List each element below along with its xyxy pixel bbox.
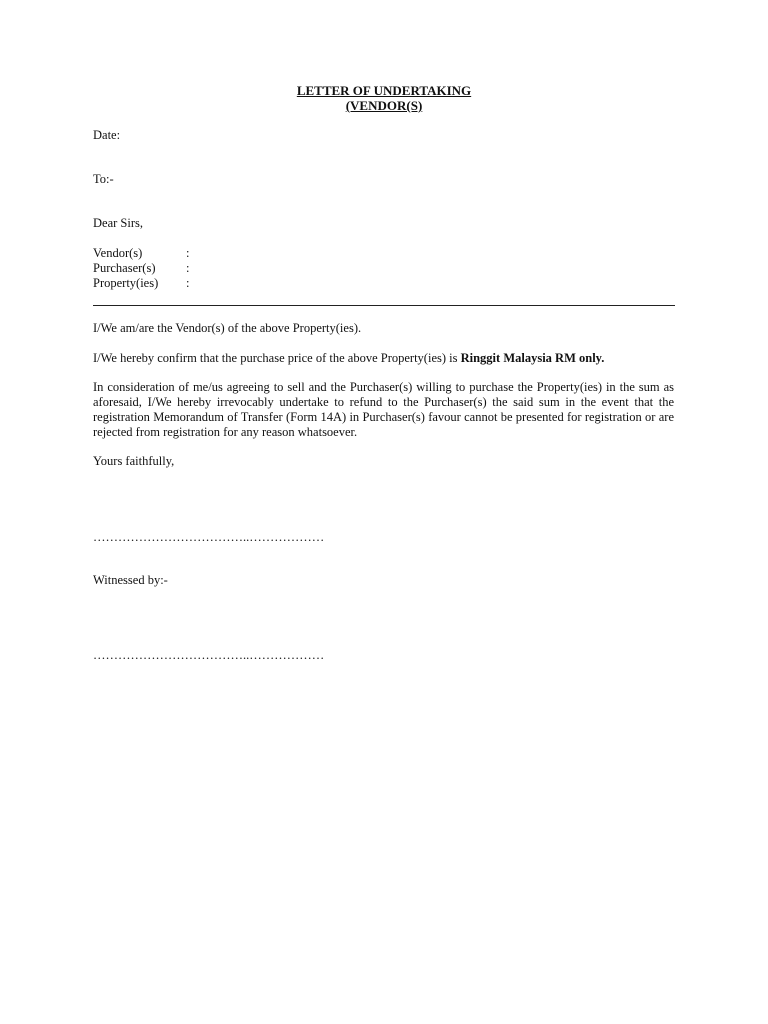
- paragraph-vendor-statement: I/We am/are the Vendor(s) of the above Property(ies).: [93, 321, 362, 335]
- document-subtitle: (VENDOR(S): [345, 98, 423, 113]
- price-text: I/We hereby confirm that the purchase price of the above Property(ies) is: [93, 351, 461, 365]
- price-amount: Ringgit Malaysia RM only.: [460, 351, 605, 365]
- paragraph-price-confirmation: [93, 351, 604, 366]
- field-label-vendor: Vendor(s): [93, 246, 143, 260]
- closing: Yours faithfully,: [93, 454, 175, 468]
- paragraph-undertaking: In consideration of me/us agreeing to sell and the Purchaser(s) willing to purchase the Property(ies) in the sum as aforesaid, I/We hereby irrevocably undertake to refund to the Purchaser(s) the said sum in the event that the registration Memorandum of Transfer (Form 14A) in Purchaser(s) favour cannot be presented for registration or are rejected from registration for any reason whatsoever.: [93, 380, 674, 439]
- field-colon-property: :: [186, 276, 190, 290]
- witness-label: Witnessed by:-: [93, 573, 168, 587]
- field-colon-purchaser: :: [186, 261, 190, 275]
- salutation: Dear Sirs,: [93, 216, 143, 230]
- document-title: LETTER OF UNDERTAKING: [296, 83, 472, 98]
- field-colon-vendor: :: [186, 246, 190, 260]
- date-label: Date:: [93, 128, 121, 142]
- field-label-property: Property(ies): [93, 276, 159, 290]
- witness-signature-line: ………………………………..………………: [93, 648, 325, 662]
- horizontal-rule: [93, 305, 675, 306]
- signature-line: ………………………………..………………: [93, 530, 325, 544]
- to-label: To:-: [93, 172, 114, 186]
- field-label-purchaser: Purchaser(s): [93, 261, 156, 275]
